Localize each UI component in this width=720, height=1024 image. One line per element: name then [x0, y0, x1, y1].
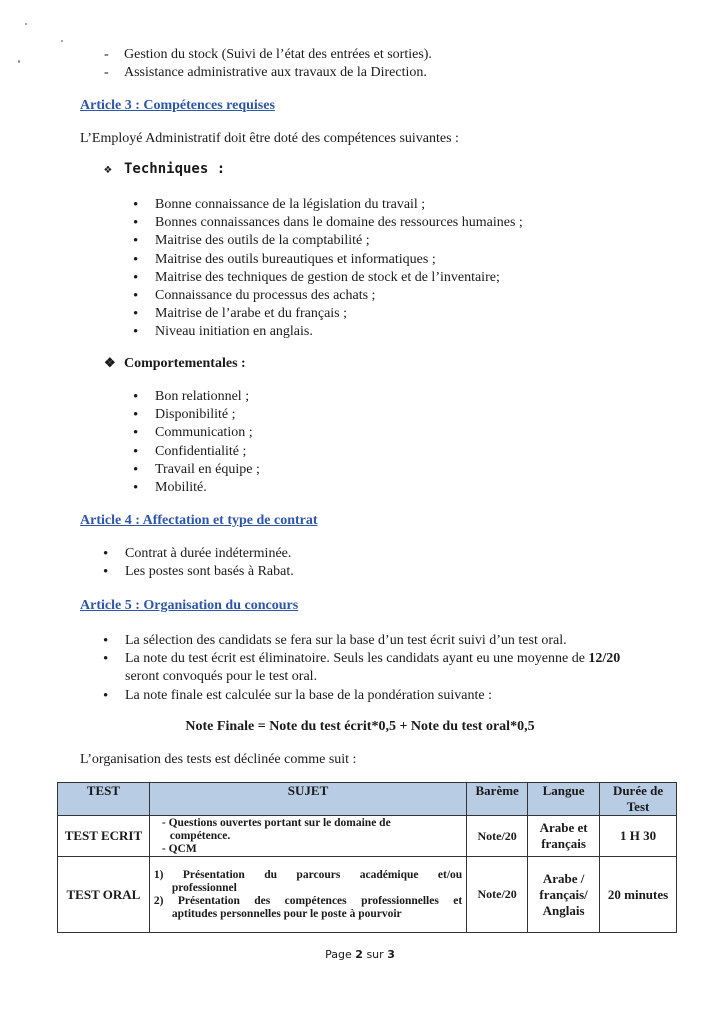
- article-4-heading: Article 4 : Affectation et type de contrat: [80, 513, 318, 528]
- test-name-cell: TEST ORAL: [58, 857, 150, 933]
- tests-intro: L’organisation des tests est déclinée comme suit :: [80, 752, 357, 767]
- list-item: • Bon relationnel ;: [133, 388, 260, 406]
- table-header-row: [58, 783, 677, 816]
- bareme-cell: Note/20: [467, 816, 528, 857]
- duree-cell: 1 H 30: [600, 816, 677, 857]
- list-item: • Bonnes connaissances dans le domaine des ressources humaines ;: [133, 214, 523, 232]
- dash-item-stock: - Gestion du stock (Suivi de l’état des entrées et sorties).: [104, 47, 432, 62]
- article-3-intro: L’Employé Administratif doit être doté des compétences suivantes :: [80, 131, 459, 146]
- dash-marker: -: [104, 65, 109, 80]
- list-item: • Niveau initiation en anglais.: [133, 323, 523, 341]
- comportementales-list: [133, 388, 260, 497]
- list-item: • Maitrise des techniques de gestion de stock et de l’inventaire;: [133, 269, 523, 287]
- diamond-bullet-icon: ❖: [104, 162, 112, 177]
- dash-marker: -: [104, 47, 109, 62]
- list-item: • Mobilité.: [133, 479, 260, 497]
- langue-cell: Arabe / français/ Anglais: [528, 857, 600, 933]
- list-item: • Communication ;: [133, 424, 260, 442]
- column-header-langue: Langue: [528, 783, 600, 816]
- diamond-bullet-icon: ❖: [104, 355, 116, 370]
- tests-table: [57, 782, 677, 933]
- subject-cell: 1) Présentation du parcours académique et/ou professionnel 2) Présentation des compétences professionnelles et aptitudes personnelles pour le poste à pourvoir: [149, 857, 466, 933]
- final-score-formula: Note Finale = Note du test écrit*0,5 + Note du test oral*0,5: [185, 719, 535, 734]
- scan-speck: [25, 23, 27, 25]
- list-item: • La sélection des candidats se fera sur la base d’un test écrit suivi d’un test oral.: [103, 632, 620, 650]
- column-header-bareme: Barème: [467, 783, 528, 816]
- table-row: [58, 857, 677, 933]
- list-item: • Maitrise des outils bureautiques et informatiques ;: [133, 251, 523, 269]
- list-item: • Confidentialité ;: [133, 443, 260, 461]
- page-footer: Page 2 sur 3: [325, 948, 395, 961]
- list-item: • Connaissance du processus des achats ;: [133, 287, 523, 305]
- bareme-cell: Note/20: [467, 857, 528, 933]
- list-item: • Disponibilité ;: [133, 406, 260, 424]
- total-pages-number: 3: [387, 948, 395, 961]
- comportementales-title: ❖ Comportementales :: [104, 355, 246, 371]
- subject-cell: - Questions ouvertes portant sur le domaine de compétence. - QCM: [149, 816, 466, 857]
- list-item: • Contrat à durée indéterminée.: [103, 545, 294, 563]
- list-item: • La note finale est calculée sur la base de la pondération suivante :: [103, 687, 620, 705]
- current-page-number: 2: [355, 948, 363, 961]
- scan-speck: [18, 60, 20, 63]
- techniques-list: [133, 196, 523, 342]
- list-item: • Maitrise de l’arabe et du français ;: [133, 305, 523, 323]
- test-name-cell: TEST ECRIT: [58, 816, 150, 857]
- list-item: • La note du test écrit est éliminatoire. Seuls les candidats ayant eu une moyenne de 12/20 seront convoqués pour le test oral.: [103, 650, 620, 686]
- list-item: • Les postes sont basés à Rabat.: [103, 563, 294, 581]
- list-item: • Maitrise des outils de la comptabilité ;: [133, 232, 523, 250]
- article-5-heading: Article 5 : Organisation du concours: [80, 598, 299, 613]
- article-3-heading: Article 3 : Compétences requises: [80, 98, 275, 113]
- list-item: • Bonne connaissance de la législation du travail ;: [133, 196, 523, 214]
- column-header-sujet: SUJET: [149, 783, 466, 816]
- duree-cell: 20 minutes: [600, 857, 677, 933]
- table-row: [58, 816, 677, 857]
- column-header-duree: Durée de Test: [600, 783, 677, 816]
- column-header-test: TEST: [58, 783, 150, 816]
- langue-cell: Arabe et français: [528, 816, 600, 857]
- list-item: • Travail en équipe ;: [133, 461, 260, 479]
- scan-speck: [61, 40, 63, 42]
- techniques-title: ❖ Techniques :: [104, 161, 226, 177]
- article-5-list: [103, 632, 620, 705]
- article-4-list: [103, 545, 294, 581]
- dash-item-assistance: - Assistance administrative aux travaux de la Direction.: [104, 65, 427, 80]
